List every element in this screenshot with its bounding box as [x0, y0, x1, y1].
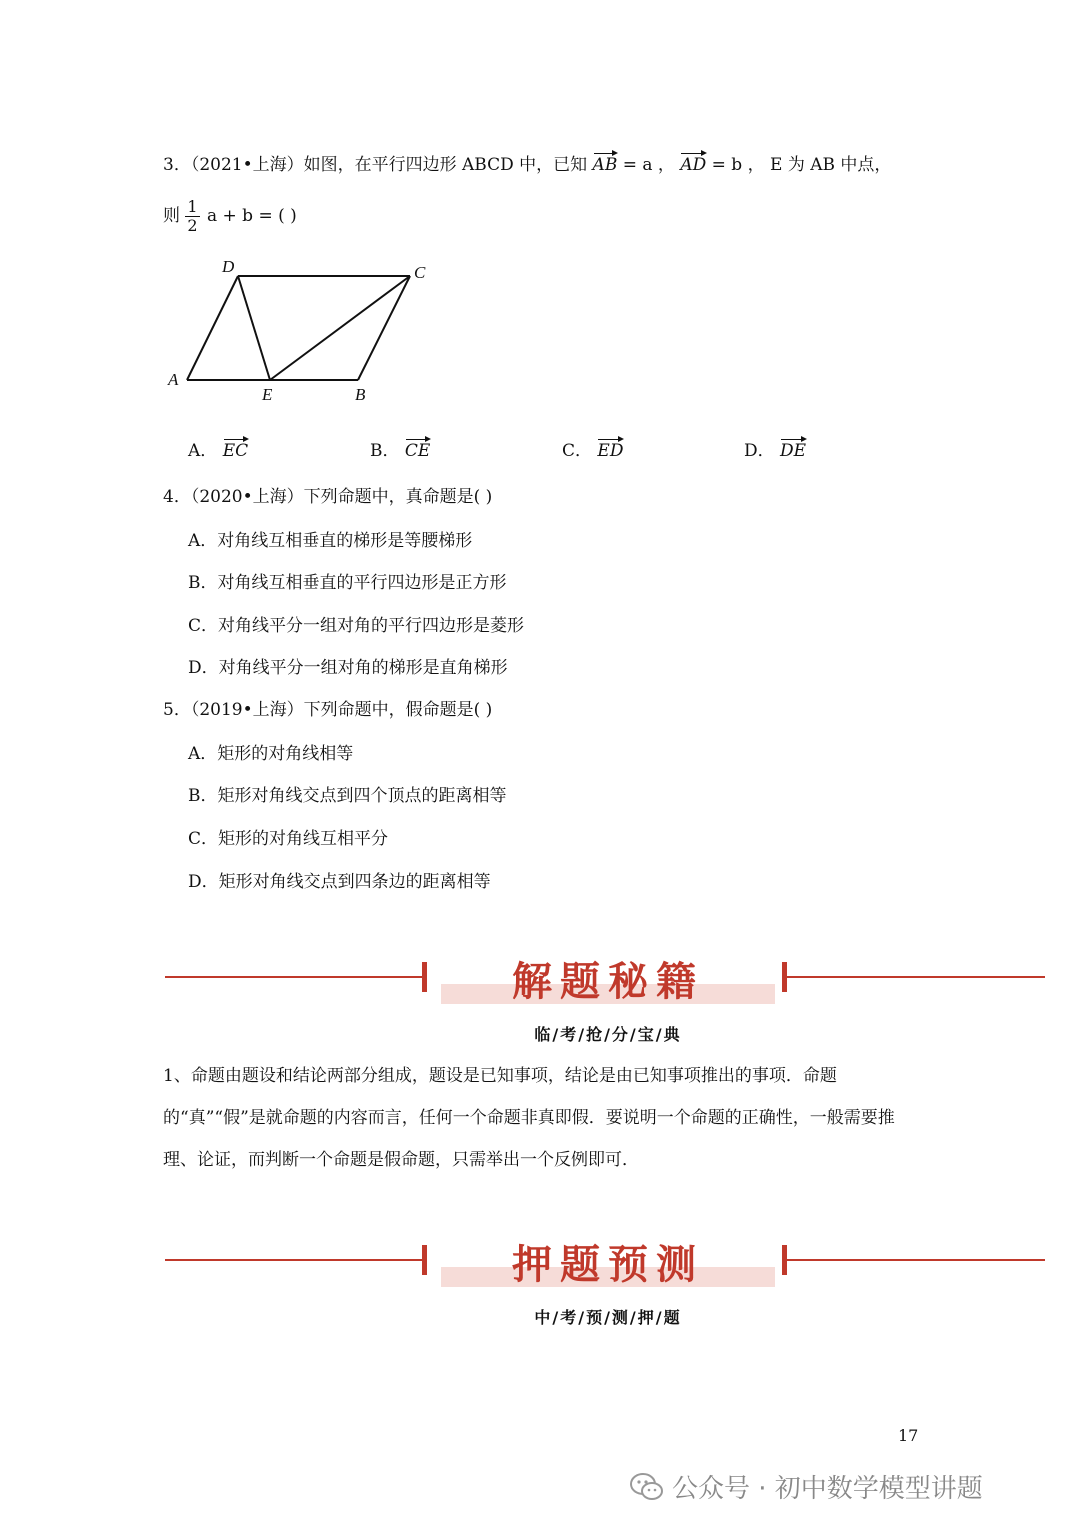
vector-ab: AB [592, 155, 618, 175]
q4-option-c[interactable]: C．对角线平分一组对角的平行四边形是菱形 [188, 616, 525, 636]
option-vector: ED [597, 441, 624, 461]
q5-option-d[interactable]: D．矩形对角线交点到四条边的距离相等 [188, 872, 491, 892]
q3-expr: a + b = ( ) [207, 206, 297, 226]
banner-line-left [165, 976, 427, 978]
label-a: A [168, 370, 179, 389]
q3-option-c[interactable] [562, 436, 623, 461]
option-letter: A． [188, 441, 218, 461]
q4-option-a[interactable]: A．对角线互相垂直的梯形是等腰梯形 [188, 531, 473, 551]
fraction-half [185, 198, 199, 235]
page-number: 17 [898, 1426, 919, 1445]
wechat-icon [630, 1472, 664, 1502]
tip-paragraph: 1、命题由题设和结论两部分组成，题设是已知事项，结论是由已知事项推出的事项．命题的“真”“假”是就命题的内容而言，任何一个命题非真即假．要说明一个命题的正确性，一般需要推理、论证，而判断一个命题是假命题，只需举出一个反例即可． [163, 1066, 895, 1170]
label-d: D [222, 257, 235, 276]
q3-stem-suffix: E 为 AB 中点， [770, 155, 892, 175]
edge-da [187, 276, 238, 380]
segment-ec [270, 276, 410, 380]
banner-tick-left [422, 962, 427, 992]
q5-option-c[interactable]: C．矩形的对角线互相平分 [188, 829, 389, 849]
banner-line-right [787, 976, 1045, 978]
option-letter: B． [370, 441, 400, 461]
q3-option-a[interactable] [188, 436, 248, 461]
q4-stem: 4．（2020•上海）下列命题中，真命题是( ) [163, 487, 493, 507]
banner-line-left [165, 1259, 427, 1261]
q3-then: 则 [163, 206, 180, 226]
banner-line-right [787, 1259, 1045, 1261]
q4-option-b[interactable]: B．对角线互相垂直的平行四边形是正方形 [188, 573, 507, 593]
edge-bc [358, 276, 410, 380]
option-letter: D． [744, 441, 775, 461]
label-e: E [262, 385, 273, 404]
banner-tick-left [422, 1245, 427, 1275]
eq-a: = a ， [617, 155, 675, 175]
q3-stem: 3．（2021•上海）如图，在平行四边形 ABCD 中，已知 [163, 155, 588, 175]
q4-option-d[interactable]: D．对角线平分一组对角的梯形是直角梯形 [188, 658, 508, 678]
segment-de [238, 276, 270, 380]
option-vector: CE [404, 441, 431, 461]
banner-title: 押题预测 [512, 1242, 704, 1288]
banner-subtitle: 中/考/预/测/押/题 [534, 1308, 682, 1327]
banner-title: 解题秘籍 [512, 959, 704, 1005]
option-letter: C． [562, 441, 593, 461]
label-b: B [355, 385, 366, 404]
eq-b: = b ， [706, 155, 765, 175]
vector-ad: AD [680, 155, 707, 175]
q5-option-b[interactable]: B．矩形对角线交点到四个顶点的距离相等 [188, 786, 507, 806]
q3-option-d[interactable] [744, 436, 806, 461]
label-c: C [414, 263, 426, 282]
frac-num: 1 [187, 197, 198, 216]
parallelogram-figure [160, 250, 450, 410]
watermark [630, 1468, 983, 1505]
banner-subtitle: 临/考/抢/分/宝/典 [534, 1025, 682, 1044]
q5-stem: 5．（2019•上海）下列命题中，假命题是( ) [163, 700, 493, 720]
q3-line1 [163, 150, 891, 175]
option-vector: DE [780, 441, 807, 461]
option-vector: EC [222, 441, 249, 461]
frac-den: 2 [187, 216, 198, 235]
q3-option-b[interactable] [370, 436, 430, 461]
q3-line2 [163, 198, 297, 235]
q5-option-a[interactable]: A．矩形的对角线相等 [188, 744, 354, 764]
watermark-text: 公众号 · 初中数学模型讲题 [672, 1474, 983, 1504]
